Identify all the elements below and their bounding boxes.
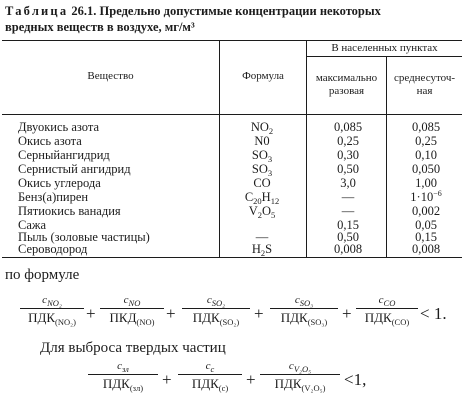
fraction-ash: $c_{зл}$ $ПДК_{(зл)}$ — [88, 360, 158, 391]
row-avg: 0,10 — [415, 148, 437, 162]
fraction-soot: $c_c$ $ПДК_{(c)}$ — [178, 360, 242, 391]
row-formula: $SO_3$ — [251, 162, 273, 178]
row-avg: 0,085 — [411, 120, 441, 134]
caption-text-line1: Предельно допустимые концентрации некоторых — [99, 4, 381, 18]
row-avg: 0,15 — [415, 230, 437, 244]
row-formula: $V_2O_5$ — [248, 204, 276, 220]
header-max-line2: разовая — [328, 85, 365, 97]
row-max: 0,50 — [337, 230, 359, 244]
fraction-so2: $c_{SO_2}$ $ПДК_{(SO_2)}$ — [182, 294, 250, 325]
row-substance: Пыль (золовые частицы) — [18, 230, 150, 244]
row-formula: $NO_2$ — [250, 120, 274, 136]
row-max: — — [341, 204, 355, 218]
row-max: — — [341, 190, 355, 204]
plus-sign: + — [246, 370, 256, 389]
header-max-line1: максимально — [315, 72, 378, 84]
less-than-one: <1, — [344, 370, 367, 389]
header-max — [307, 72, 386, 98]
header-avg-line2: ная — [416, 85, 433, 97]
row-max: 0,008 — [333, 242, 363, 256]
plus-sign: + — [254, 304, 264, 323]
row-formula: $H_2S$ — [251, 242, 273, 258]
caption-text-line2: вредных веществ в воздухе, мг/м³ — [5, 20, 195, 34]
header-avg — [387, 72, 462, 98]
row-avg: 0,008 — [411, 242, 441, 256]
row-avg: 0,002 — [411, 204, 441, 218]
text-solid-particles: Для выброса твердых частиц — [40, 340, 226, 356]
row-max: 0,30 — [337, 148, 359, 162]
row-avg: 1,00 — [415, 176, 437, 190]
row-substance: Двуокись азота — [18, 120, 99, 134]
plus-sign: + — [162, 370, 172, 389]
plus-sign: + — [86, 304, 96, 323]
header-group: В населенных пунктах — [331, 42, 438, 54]
row-formula: — — [255, 230, 269, 244]
row-formula: $C_{20}H_{12}$ — [244, 190, 280, 206]
row-formula: N0 — [254, 134, 270, 148]
fraction-so3: $c_{SO_3}$ $ПДК_{(SO_3)}$ — [270, 294, 338, 325]
caption-number: 26.1. — [71, 4, 97, 18]
row-substance: Сажа — [18, 218, 47, 232]
caption-label: Таблица — [5, 4, 69, 18]
row-substance: Пятиокись ванадия — [18, 204, 121, 218]
header-formula: Формула — [242, 70, 284, 82]
row-substance: Серныйангидрид — [18, 148, 110, 162]
row-substance: Окись углерода — [18, 176, 101, 190]
row-max: 0,50 — [337, 162, 359, 176]
row-max: 0,085 — [333, 120, 363, 134]
text-by-formula: по формуле — [5, 267, 80, 283]
plus-sign: + — [342, 304, 352, 323]
table-header-rule — [2, 114, 462, 115]
row-avg: 0,05 — [415, 218, 437, 232]
table-group-rule — [306, 56, 462, 57]
table-bottom-rule — [2, 257, 462, 258]
fraction-no: $c_{NO}$ $ПКД_{(NO)}$ — [100, 294, 164, 325]
fraction-co: $c_{CO}$ $ПДК_{(CO)}$ — [356, 294, 418, 325]
fraction-no2: $c_{NO_2}$ $ПДК_{(NO_2)}$ — [20, 294, 84, 325]
row-avg: $1\cdot 10^{-6}$ — [410, 189, 442, 204]
less-than-one: < 1. — [420, 304, 447, 323]
row-substance: Сернистый ангидрид — [18, 162, 131, 176]
row-max: 0,25 — [337, 134, 359, 148]
table-top-rule — [2, 40, 462, 41]
row-formula: $SO_3$ — [251, 148, 273, 164]
fraction-v2o5: $c_{V_2O_5}$ $ПДК_{(V_2O_5)}$ — [260, 360, 340, 391]
row-substance: Окись азота — [18, 134, 82, 148]
row-substance: Бенз(а)пирен — [18, 190, 89, 204]
row-max: 3,0 — [340, 176, 356, 190]
row-max: 0,15 — [337, 218, 359, 232]
row-substance: Сероводород — [18, 242, 88, 256]
header-substance: Вещество — [87, 70, 134, 82]
row-avg: 0,25 — [415, 134, 437, 148]
row-avg: 0,050 — [411, 162, 441, 176]
plus-sign: + — [166, 304, 176, 323]
row-formula: CO — [253, 176, 271, 190]
header-avg-line1: среднесуточ- — [393, 72, 456, 84]
